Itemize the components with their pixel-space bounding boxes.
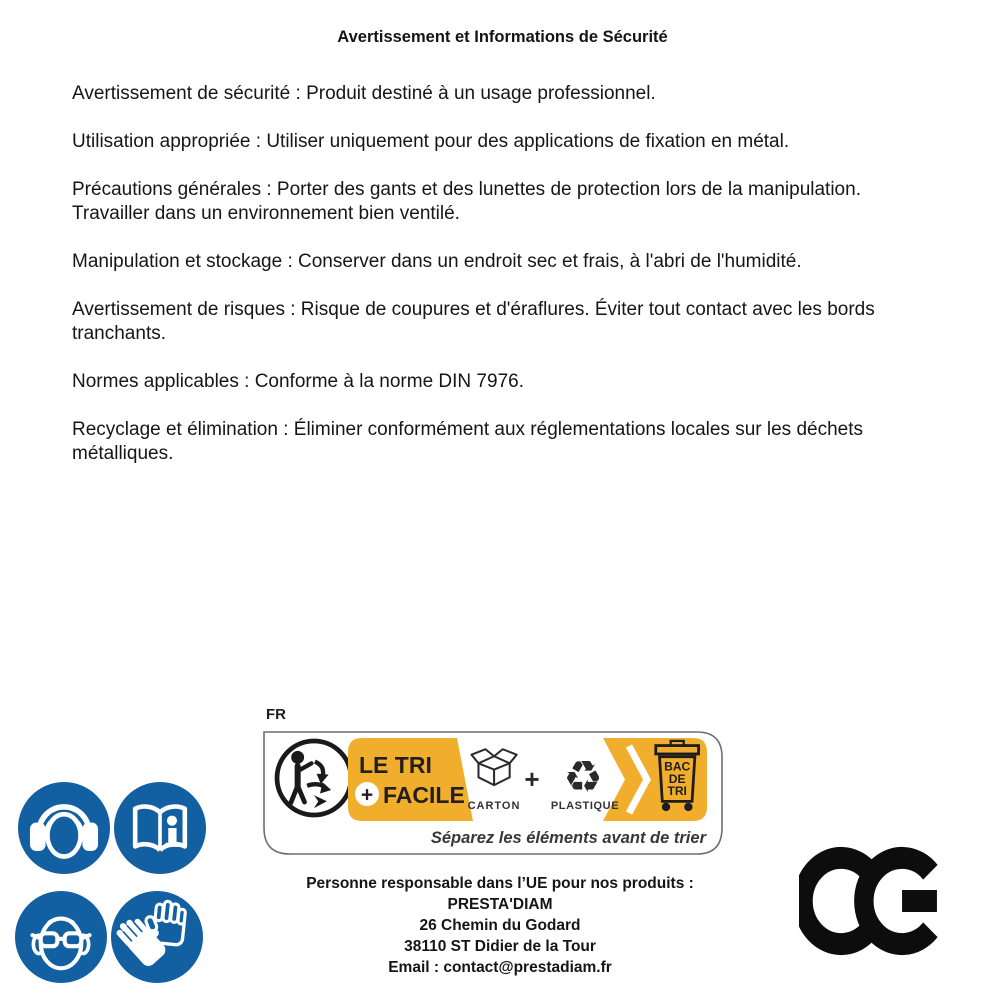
address-line-company: PRESTA'DIAM	[447, 896, 553, 913]
safety-paragraphs	[72, 82, 938, 490]
paragraph-standards: Normes applicables : Conforme à la norme DIN 7976.	[72, 371, 524, 392]
paragraph-risk-warning: Avertissement de risques : Risque de coupures et d'éraflures. Éviter tout contact avec les bords tranchants.	[72, 299, 875, 344]
plastique-label: PLASTIQUE	[550, 800, 620, 812]
address-line-street: 26 Chemin du Godard	[419, 917, 581, 934]
read-manual-icon	[114, 782, 206, 874]
paragraph-safety-warning: Avertissement de sécurité : Produit destiné à un usage professionnel.	[72, 83, 656, 104]
eye-protection-icon	[15, 891, 107, 983]
paragraph-handling-storage: Manipulation et stockage : Conserver dans un endroit sec et frais, à l'abri de l'humidité.	[72, 251, 802, 272]
responsible-person-block	[240, 873, 760, 978]
le-tri-text: LE TRI	[359, 752, 432, 778]
plus-sign: +	[360, 783, 374, 807]
bin-text-de: DE	[668, 771, 686, 786]
address-line-email: Email : contact@prestadiam.fr	[388, 959, 612, 976]
paragraph-appropriate-use: Utilisation appropriée : Utiliser uniquement pour des applications de fixation en métal.	[72, 131, 790, 152]
fr-country-label: FR	[266, 706, 286, 723]
separez-note: Séparez les éléments avant de trier	[430, 829, 706, 847]
ce-marking-icon	[799, 846, 941, 961]
address-line-city: 38110 ST Didier de la Tour	[404, 938, 596, 955]
facile-text: FACILE	[383, 782, 465, 808]
materials-plus-sign: +	[524, 764, 540, 794]
bin-text-bac: BAC	[664, 759, 691, 774]
address-line-responsible: Personne responsable dans l’UE pour nos produits :	[306, 875, 694, 892]
recycling-triangle-icon: ♻	[563, 753, 603, 802]
paragraph-general-precautions: Précautions générales : Porter des gants et des lunettes de protection lors de la manipulation. Travailler dans un environnement bien ventilé.	[72, 179, 861, 224]
bin-text-tri: TRI	[667, 783, 687, 798]
ear-protection-icon	[18, 782, 110, 874]
info-tri-recycling-label	[263, 731, 723, 855]
protective-gloves-icon	[111, 891, 203, 983]
paragraph-recycling: Recyclage et élimination : Éliminer conformément aux réglementations locales sur les déchets métalliques.	[72, 419, 863, 464]
carton-label: CARTON	[467, 800, 521, 812]
page-title: Avertissement et Informations de Sécurité	[337, 28, 668, 46]
